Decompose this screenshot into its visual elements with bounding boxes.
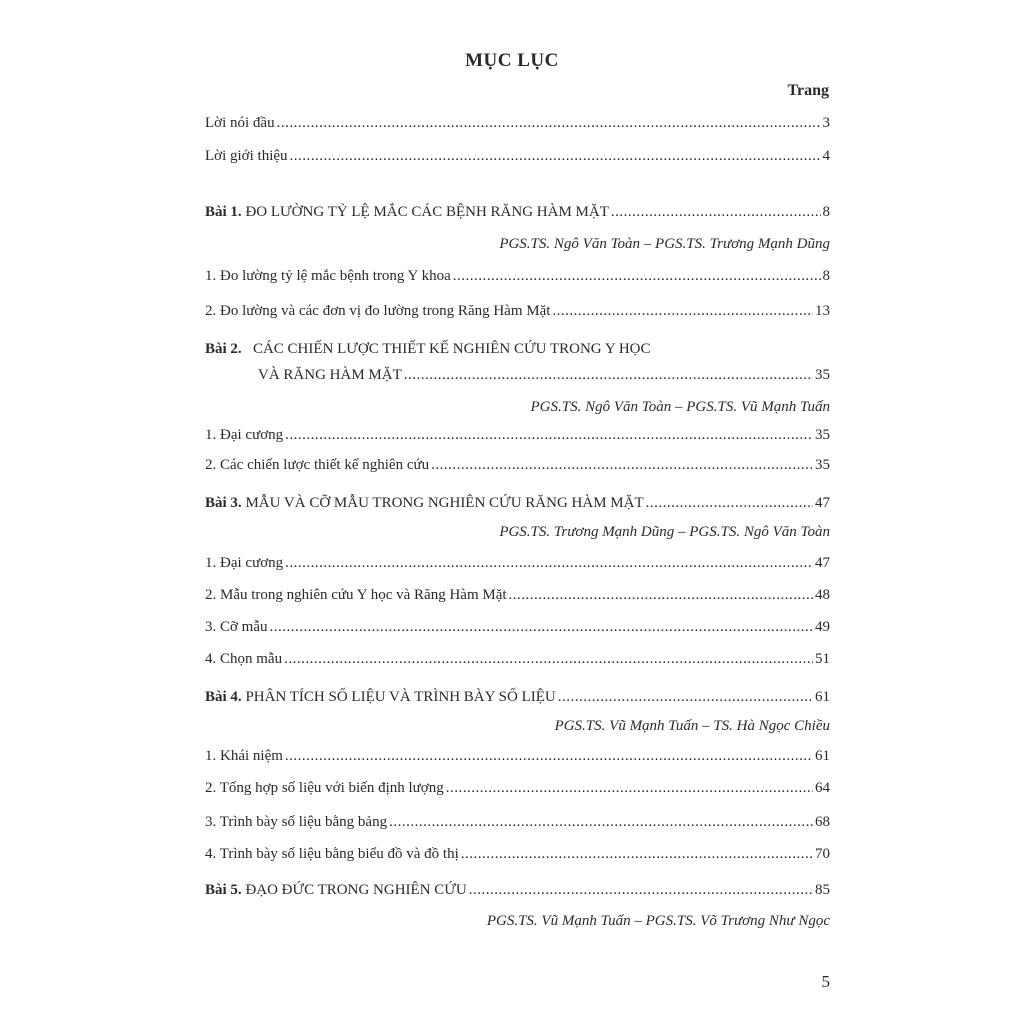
entry-page: 85	[815, 882, 830, 898]
entry-title: 2. Đo lường và các đơn vị đo lường trong Răng Hàm Mặt	[205, 303, 551, 319]
dot-leader	[285, 555, 813, 572]
entry-page: 3	[822, 115, 830, 131]
entry-title: 2. Mẫu trong nghiên cứu Y học và Răng Hàm Mặt	[205, 587, 507, 603]
dot-leader	[285, 427, 813, 444]
entry-label	[205, 341, 651, 358]
entry-title: ĐẠO ĐỨC TRONG NGHIÊN CỨU	[245, 882, 467, 898]
entry-page: 70	[815, 846, 830, 862]
entry-title: 2. Tổng hợp số liệu với biến định lượng	[205, 780, 444, 796]
entry-title: Lời nói đầu	[205, 115, 275, 131]
dot-leader	[446, 780, 813, 797]
entry-title: Lời giới thiệu	[205, 148, 288, 164]
toc-section-entry[interactable]	[205, 814, 830, 831]
toc-lesson-3[interactable]	[205, 495, 830, 512]
entry-page: 64	[815, 780, 830, 796]
entry-title: 1. Khái niệm	[205, 748, 283, 764]
entry-title: 1. Đại cương	[205, 427, 284, 443]
toc-lesson-4[interactable]	[205, 689, 830, 706]
entry-label	[205, 115, 275, 132]
entry-title: 4. Trình bày số liệu bằng biểu đồ và đồ thị	[205, 846, 459, 862]
lesson-authors: PGS.TS. Trương Mạnh Dũng – PGS.TS. Ngô Văn Toàn	[499, 524, 830, 540]
entry-label	[205, 555, 283, 572]
entry-page: 47	[815, 495, 830, 511]
entry-page: 68	[815, 814, 830, 830]
dot-leader	[509, 587, 813, 604]
lesson-authors: PGS.TS. Vũ Mạnh Tuấn – PGS.TS. Võ Trương Như Ngọc	[486, 913, 830, 929]
toc-lesson-5[interactable]	[205, 882, 830, 899]
lesson-authors: PGS.TS. Ngô Văn Toàn – PGS.TS. Trương Mạnh Dũng	[499, 236, 830, 252]
dot-leader	[558, 689, 813, 706]
entry-label	[205, 303, 550, 320]
lesson-number: Bài 4.	[205, 689, 242, 705]
toc-section-entry[interactable]	[205, 651, 830, 668]
toc-section-entry[interactable]	[205, 457, 830, 474]
entry-title: 1. Đại cương	[205, 555, 284, 571]
toc-lesson-2-cont[interactable]	[258, 367, 830, 384]
dot-leader	[611, 204, 821, 221]
dot-leader	[284, 651, 813, 668]
dot-leader	[389, 814, 813, 831]
entry-page: 61	[815, 689, 830, 705]
toc-lesson-2[interactable]	[205, 341, 830, 358]
entry-page: 4	[822, 148, 830, 164]
lesson-number: Bài 2.	[205, 341, 242, 357]
entry-label	[205, 780, 444, 797]
dot-leader	[552, 303, 813, 320]
dot-leader	[285, 748, 813, 765]
entry-title: MẪU VÀ CỠ MẪU TRONG NGHIÊN CỨU RĂNG HÀM MẶT	[245, 495, 644, 511]
entry-page: 35	[815, 367, 830, 383]
dot-leader	[469, 882, 813, 899]
dot-leader	[404, 367, 813, 384]
entry-page: 8	[822, 204, 830, 220]
entry-label	[205, 268, 451, 285]
entry-label	[205, 846, 459, 863]
entry-title: CÁC CHIẾN LƯỢC THIẾT KẾ NGHIÊN CỨU TRONG Y HỌC	[252, 341, 651, 357]
lesson-authors: PGS.TS. Ngô Văn Toàn – PGS.TS. Vũ Mạnh Tuấn	[530, 399, 830, 415]
lesson-number: Bài 1.	[205, 204, 242, 220]
page-title: MỤC LỤC	[465, 50, 559, 71]
entry-label	[258, 367, 402, 384]
entry-page: 51	[815, 651, 830, 667]
dot-leader	[461, 846, 813, 863]
entry-page: 8	[822, 268, 830, 284]
toc-section-entry[interactable]	[205, 268, 830, 285]
entry-label	[205, 651, 282, 668]
entry-title: PHÂN TÍCH SỐ LIỆU VÀ TRÌNH BÀY SỐ LIỆU	[245, 689, 556, 705]
entry-title: ĐO LƯỜNG TỶ LỆ MẮC CÁC BỆNH RĂNG HÀM MẶT	[245, 204, 609, 220]
dot-leader	[290, 148, 821, 165]
entry-page: 35	[815, 457, 830, 473]
toc-section-entry[interactable]	[205, 846, 830, 863]
entry-label	[205, 882, 467, 899]
entry-title: VÀ RĂNG HÀM MẶT	[258, 367, 402, 383]
toc-section-entry[interactable]	[205, 555, 830, 572]
toc-section-entry[interactable]	[205, 303, 830, 320]
toc-section-entry[interactable]	[205, 587, 830, 604]
entry-title: 3. Cỡ mẫu	[205, 619, 268, 635]
toc-entry-introduction[interactable]	[205, 148, 830, 165]
dot-leader	[646, 495, 813, 512]
entry-label	[205, 148, 288, 165]
dot-leader	[453, 268, 821, 285]
entry-title: 1. Đo lường tỷ lệ mắc bệnh trong Y khoa	[205, 268, 451, 284]
entry-title: 4. Chọn mẫu	[205, 651, 283, 667]
entry-page: 13	[815, 303, 830, 319]
entry-page: 61	[815, 748, 830, 764]
lesson-number: Bài 3.	[205, 495, 242, 511]
entry-label	[205, 587, 507, 604]
entry-title: 3. Trình bày số liệu bằng bảng	[205, 814, 388, 830]
entry-page: 49	[815, 619, 830, 635]
toc-entry-preface[interactable]	[205, 115, 830, 132]
dot-leader	[277, 115, 821, 132]
dot-leader	[431, 457, 813, 474]
dot-leader	[270, 619, 813, 636]
entry-page: 48	[815, 587, 830, 603]
entry-label	[205, 814, 387, 831]
entry-label	[205, 619, 268, 636]
entry-label	[205, 689, 556, 706]
toc-section-entry[interactable]	[205, 780, 830, 797]
page-column-header: Trang	[787, 82, 829, 99]
toc-lesson-1[interactable]	[205, 204, 830, 221]
toc-section-entry[interactable]	[205, 619, 830, 636]
toc-section-entry[interactable]	[205, 748, 830, 765]
entry-label	[205, 748, 283, 765]
entry-page: 35	[815, 427, 830, 443]
toc-section-entry[interactable]	[205, 427, 830, 444]
entry-label	[205, 427, 283, 444]
lesson-number: Bài 5.	[205, 882, 242, 898]
entry-title: 2. Các chiến lược thiết kế nghiên cứu	[205, 457, 430, 473]
entry-page: 47	[815, 555, 830, 571]
entry-label	[205, 457, 429, 474]
entry-label	[205, 495, 644, 512]
lesson-authors: PGS.TS. Vũ Mạnh Tuấn – TS. Hà Ngọc Chiều	[554, 718, 830, 734]
entry-label	[205, 204, 609, 221]
page-number: 5	[821, 972, 830, 991]
